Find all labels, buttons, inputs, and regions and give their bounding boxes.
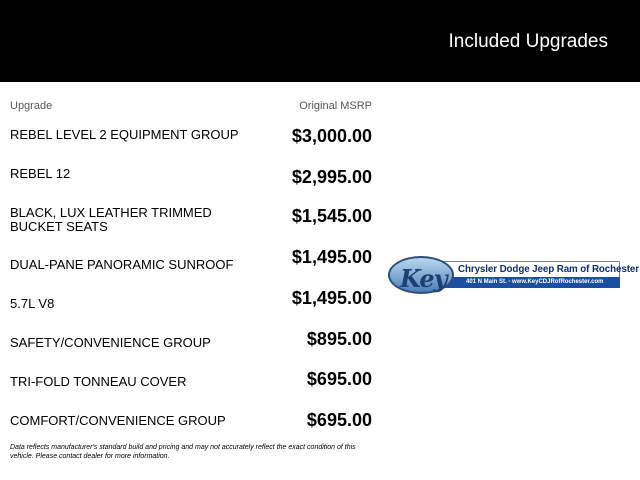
upgrade-row <box>10 204 372 238</box>
page-title: Included Upgrades <box>448 31 608 52</box>
upgrade-price: $1,545.00 <box>291 206 372 226</box>
logo-dealer-address: 401 N Main St. - www.KeyCDJRofRochester.com <box>466 279 604 285</box>
upgrade-price: $1,495.00 <box>291 247 372 267</box>
upgrade-row <box>10 369 372 399</box>
upgrade-price: $1,495.00 <box>291 288 372 308</box>
upgrade-price: $895.00 <box>306 329 372 349</box>
upgrade-price: $695.00 <box>306 369 372 389</box>
column-header-msrp: Original MSRP <box>299 100 372 112</box>
upgrade-name: REBEL 12 <box>10 166 71 181</box>
upgrade-row <box>10 410 372 440</box>
header-bar <box>0 0 640 82</box>
upgrade-name: BLACK, LUX LEATHER TRIMMED BUCKET SEATS <box>10 205 212 234</box>
upgrade-name: COMFORT/CONVENIENCE GROUP <box>10 413 226 428</box>
logo-dealer-name: Chrysler Dodge Jeep Ram of Rochester <box>458 264 639 275</box>
upgrade-price: $695.00 <box>306 410 372 430</box>
upgrade-price: $2,995.00 <box>291 167 372 187</box>
upgrade-row <box>10 165 372 195</box>
upgrade-row <box>10 247 372 277</box>
upgrade-row <box>10 126 372 156</box>
upgrade-name: SAFETY/CONVENIENCE GROUP <box>10 335 211 350</box>
upgrade-name: TRI-FOLD TONNEAU COVER <box>10 374 187 389</box>
dealer-logo <box>388 256 639 296</box>
upgrade-price: $3,000.00 <box>291 126 372 146</box>
upgrade-name: REBEL LEVEL 2 EQUIPMENT GROUP <box>10 127 239 142</box>
upgrade-name: 5.7L V8 <box>10 296 55 311</box>
upgrade-name: DUAL-PANE PANORAMIC SUNROOF <box>10 257 234 272</box>
upgrade-row <box>10 288 372 318</box>
upgrade-row <box>10 329 372 359</box>
column-header-upgrade: Upgrade <box>10 100 53 112</box>
disclaimer-text: Data reflects manufacturer's standard build and pricing and may not accurately reflect the exact condition of this vehicle. Please contact dealer for more information. <box>10 444 356 460</box>
logo-wordmark: Key <box>400 264 447 293</box>
key-oval-icon <box>388 256 454 294</box>
